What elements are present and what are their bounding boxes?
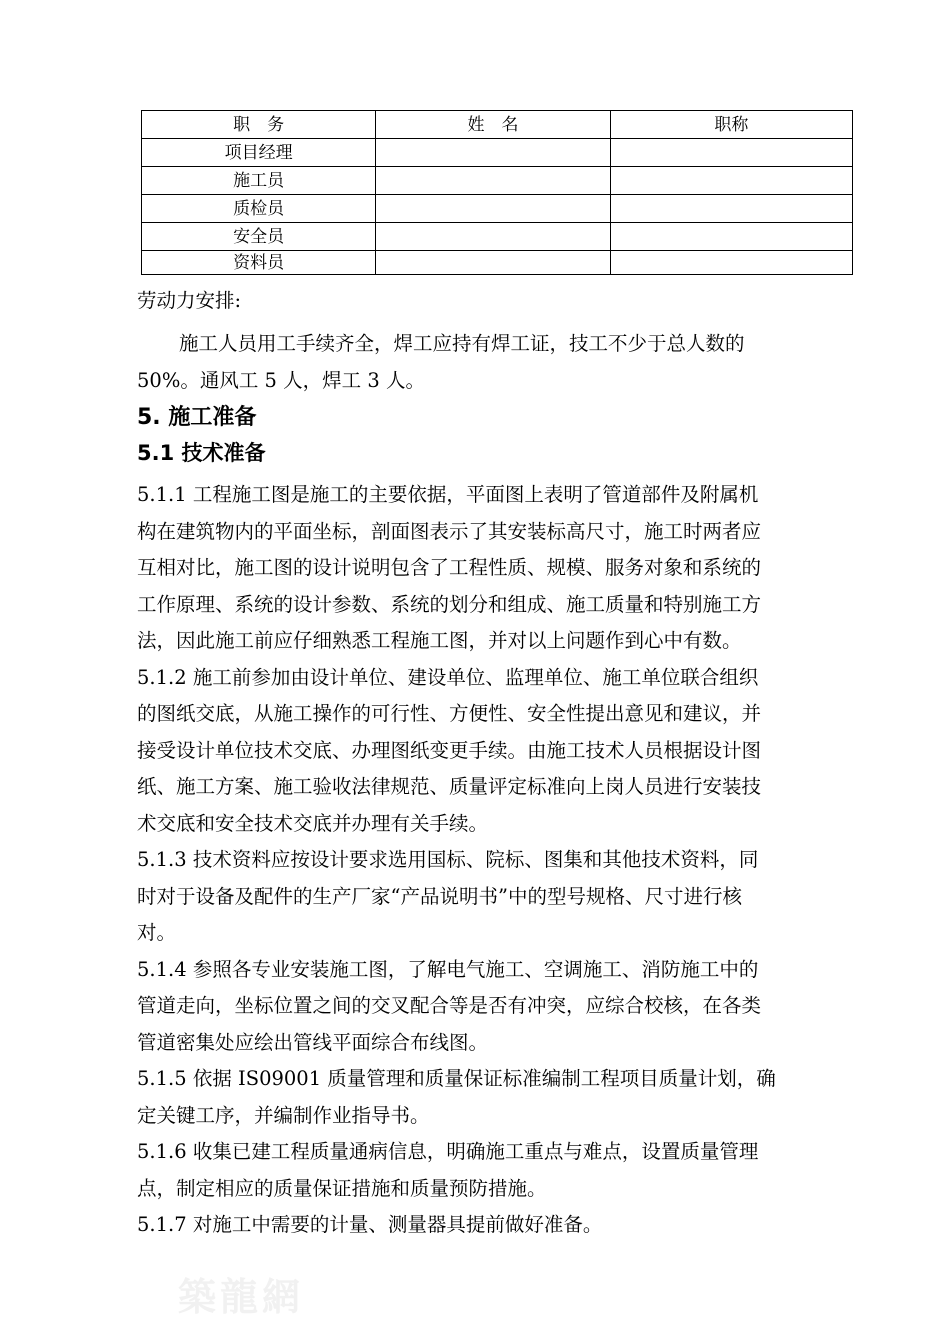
- table-row: [142, 195, 853, 223]
- body-line: 5.1.7 对施工中需要的计量、测量器具提前做好准备。: [137, 1213, 603, 1236]
- header-position: 职 务: [142, 111, 376, 139]
- body-line: 互相对比，施工图的设计说明包含了工程性质、规模、服务对象和系统的: [137, 556, 762, 579]
- body-line: 纸、施工方案、施工验收法律规范、质量评定标准向上岗人员进行安装技: [137, 775, 762, 798]
- staff-table: [141, 110, 853, 275]
- table-row: [142, 167, 853, 195]
- cell-name: [376, 139, 610, 167]
- labor-line: 50%。通风工 5 人，焊工 3 人。: [137, 369, 425, 392]
- cell-title: [610, 167, 852, 195]
- body-line: 接受设计单位技术交底、办理图纸变更手续。由施工技术人员根据设计图: [137, 738, 762, 762]
- body-line: 5.1.2 施工前参加由设计单位、建设单位、监理单位、施工单位联合组织: [137, 665, 759, 689]
- watermark: 築龍網: [178, 1274, 305, 1319]
- cell-position: 施工员: [142, 167, 376, 195]
- labor-title: 劳动力安排:: [137, 289, 242, 312]
- body-line: 定关键工序，并编制作业指导书。: [137, 1103, 430, 1127]
- body-line: 管道密集处应绘出管线平面综合布线图。: [137, 1030, 489, 1054]
- header-name: 姓 名: [376, 111, 610, 139]
- cell-name: [376, 167, 610, 195]
- body-line: 时对于设备及配件的生产厂家“产品说明书”中的型号规格、尺寸进行核: [137, 884, 742, 908]
- body-line: 5.1.3 技术资料应按设计要求选用国标、院标、图集和其他技术资料，同: [137, 848, 759, 871]
- body-line: 对。: [137, 921, 177, 944]
- subsection-heading: 5.1 技术准备: [137, 441, 266, 465]
- table-header-row: [142, 111, 853, 139]
- body-line: 点，制定相应的质量保证措施和质量预防措施。: [137, 1176, 547, 1200]
- cell-position: 安全员: [142, 223, 376, 251]
- cell-name: [376, 223, 610, 251]
- body-line: 5.1.4 参照各专业安装施工图，了解电气施工、空调施工、消防施工中的: [137, 957, 759, 981]
- cell-title: [610, 251, 852, 275]
- cell-name: [376, 195, 610, 223]
- cell-title: [610, 223, 852, 251]
- labor-line: 施工人员用工手续齐全，焊工应持有焊工证，技工不少于总人数的: [179, 332, 745, 355]
- body-line: 工作原理、系统的设计参数、系统的划分和组成、施工质量和特别施工方: [137, 592, 762, 616]
- cell-position: 资料员: [142, 251, 376, 275]
- body-line: 管道走向，坐标位置之间的交叉配合等是否有冲突，应综合校核，在各类: [137, 994, 762, 1017]
- body-line: 5.1.5 依据 IS09001 质量管理和质量保证标准编制工程项目质量计划，确: [137, 1067, 776, 1090]
- cell-position: 项目经理: [142, 139, 376, 167]
- header-title: 职称: [610, 111, 852, 139]
- body-line: 5.1.1 工程施工图是施工的主要依据，平面图上表明了管道部件及附属机: [137, 483, 759, 506]
- body-line: 术交底和安全技术交底并办理有关手续。: [137, 811, 489, 835]
- cell-title: [610, 139, 852, 167]
- body-line: 5.1.6 收集已建工程质量通病信息，明确施工重点与难点，设置质量管理: [137, 1140, 759, 1163]
- body-line: 构在建筑物内的平面坐标，剖面图表示了其安装标高尺寸，施工时两者应: [137, 519, 762, 543]
- body-line: 法，因此施工前应仔细熟悉工程施工图，并对以上问题作到心中有数。: [137, 629, 742, 652]
- body-line: 的图纸交底，从施工操作的可行性、方便性、安全性提出意见和建议，并: [137, 702, 762, 725]
- body-text: [137, 477, 857, 1244]
- table-row: [142, 139, 853, 167]
- labor-paragraph: [137, 325, 857, 399]
- table-row: [142, 251, 853, 275]
- cell-name: [376, 251, 610, 275]
- section-heading: 5. 施工准备: [137, 405, 257, 430]
- cell-position: 质检员: [142, 195, 376, 223]
- cell-title: [610, 195, 852, 223]
- table-row: [142, 223, 853, 251]
